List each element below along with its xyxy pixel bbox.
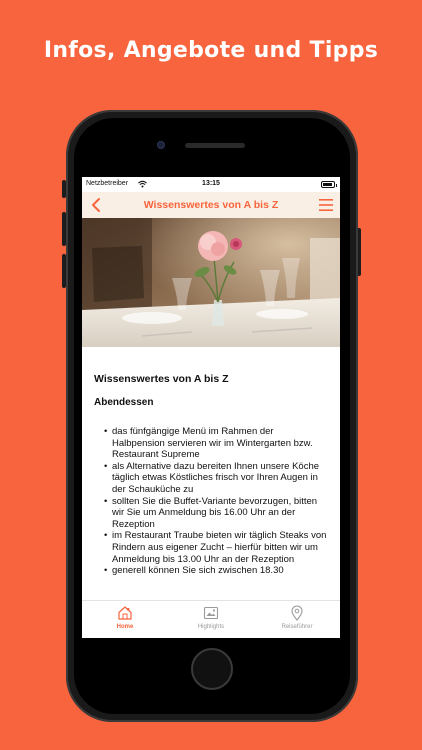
tab-highlights[interactable]	[168, 601, 254, 638]
section-heading: Abendessen	[94, 397, 154, 408]
hamburger-menu-icon[interactable]	[318, 197, 334, 213]
restaurant-table-photo	[82, 218, 340, 347]
app-screen	[82, 177, 340, 638]
tab-label: Reiseführer	[281, 624, 313, 630]
nav-title: Wissenswertes von A bis Z	[143, 199, 279, 211]
tab-reisefuehrer[interactable]	[254, 601, 340, 638]
battery-icon	[321, 181, 335, 188]
list-item: • im Restaurant Traube bieten wir täglich Steaks von Rindern aus eigener Zucht – hierfür bitten wir um Anmeldung bis 13.00 Uhr an der Rezeption	[104, 530, 328, 565]
list-item: • generell können Sie sich zwischen 18.30	[104, 565, 328, 577]
promo-headline: Infos, Angebote und Tipps	[43, 38, 379, 63]
list-item: • als Alternative dazu bereiten Ihnen unsere Köche täglich etwas Köstliches frisch vor Ihren Augen in der Schauküche zu	[104, 461, 328, 496]
status-bar	[82, 177, 340, 192]
location-pin-icon	[289, 605, 305, 621]
article-title: Wissenswertes von A bis Z	[94, 373, 229, 385]
home-button[interactable]	[191, 648, 233, 690]
navigation-bar	[82, 192, 340, 218]
article-content	[82, 347, 340, 600]
tab-label: Highlights	[197, 624, 225, 630]
front-camera	[157, 141, 165, 149]
tab-bar	[82, 600, 340, 638]
earpiece-speaker	[185, 143, 245, 148]
tab-label: Home	[116, 624, 134, 630]
tab-home[interactable]	[82, 601, 168, 638]
info-list	[94, 426, 328, 577]
list-item: • das fünfgängige Menü im Rahmen der Halbpension servieren wir im Wintergarten bzw. Restaurant Supreme	[104, 426, 328, 461]
carrier-label: Netzbetreiber	[86, 180, 129, 187]
clock: 13:15	[202, 180, 220, 187]
home-icon	[117, 605, 133, 621]
list-item: • sollten Sie die Buffet-Variante bevorzugen, bitten wir Sie um Anmeldung bis 16.00 Uhr an der Rezeption	[104, 496, 328, 531]
highlights-icon	[203, 605, 219, 621]
